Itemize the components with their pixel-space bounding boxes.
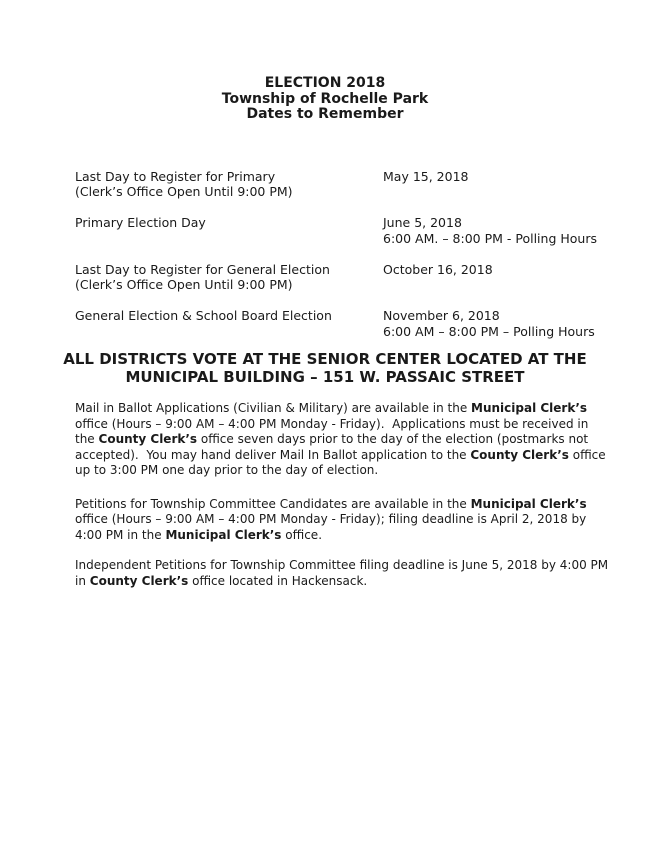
paragraph-text: 4:00 PM in the: [75, 527, 166, 542]
event-label-line: Last Day to Register for Primary: [75, 168, 276, 184]
event-date-line: October 16, 2018: [383, 261, 493, 277]
paragraph-text: Mail in Ballot Applications (Civilian & Military) are available in the: [75, 401, 472, 415]
event-label: [75, 169, 383, 200]
paragraph-line: [75, 574, 630, 590]
title-line-township: Township of Rochelle Park: [221, 90, 429, 107]
paragraph-text: office.: [281, 527, 323, 542]
schedule-row-register-primary: [75, 169, 650, 200]
voting-location-notice: [18, 350, 632, 386]
event-date: [383, 215, 597, 246]
paragraph-line: [75, 432, 630, 448]
paragraph-text: office: [568, 447, 606, 462]
event-date-line: November 6, 2018: [383, 308, 500, 323]
event-date: [383, 308, 595, 339]
body-paragraphs: [0, 401, 650, 589]
event-label-line: Primary Election Day: [75, 215, 206, 230]
paragraph-text: office (Hours – 9:00 AM – 4:00 PM Monday - Friday); filing deadline is April 2, 2018 by: [75, 512, 587, 526]
paragraph-text: Independent Petitions for Township Committee filing deadline is June 5, 2018 by 4:00 PM: [75, 558, 609, 572]
event-label: [75, 308, 383, 339]
bold-term-municipal-clerk: Municipal Clerk’s: [470, 496, 587, 511]
bold-term-municipal-clerk: Municipal Clerk’s: [165, 527, 282, 542]
event-date: [383, 169, 468, 200]
event-label: [75, 262, 383, 293]
document-title: [0, 0, 650, 123]
schedule-row-general-election: [75, 308, 650, 339]
event-label: [75, 215, 383, 246]
paragraph-text: the: [75, 432, 99, 446]
paragraph-line: [75, 448, 630, 464]
bold-term-county-clerk: County Clerk’s: [470, 447, 569, 462]
event-date-line: May 15, 2018: [383, 168, 469, 184]
paragraph-text: office seven days prior to the day of the election (postmarks not: [197, 432, 589, 446]
paragraph-line: [75, 497, 630, 513]
title-line-election: ELECTION 2018: [264, 75, 386, 91]
notice-line: ALL DISTRICTS VOTE AT THE SENIOR CENTER LOCATED AT THE: [63, 350, 587, 368]
paragraph-text: office (Hours – 9:00 AM – 4:00 PM Monday - Friday). Applications must be received in: [75, 416, 589, 431]
event-label-line: Last Day to Register for General Election: [75, 261, 330, 277]
paragraph-line: [75, 528, 630, 544]
bold-term-municipal-clerk: Municipal Clerk’s: [471, 401, 588, 415]
paragraph-line: [75, 512, 630, 528]
paragraph-line: [75, 401, 630, 417]
event-date-line: 6:00 AM – 8:00 PM – Polling Hours: [383, 323, 595, 339]
bold-term-county-clerk: County Clerk’s: [98, 432, 198, 446]
paragraph-text: accepted). You may hand deliver Mail In Ballot application to the: [75, 447, 471, 462]
schedule-table: [0, 169, 650, 340]
bold-term-county-clerk: County Clerk’s: [89, 573, 189, 588]
event-label-line: General Election & School Board Election: [75, 308, 332, 323]
paragraph-text: up to 3:00 PM one day prior to the day of election.: [75, 463, 379, 477]
notice-line: MUNICIPAL BUILDING – 151 W. PASSAIC STREET: [125, 368, 525, 386]
paragraph-line: [75, 417, 630, 433]
event-date-line: June 5, 2018: [383, 215, 462, 230]
paragraph-text: Petitions for Township Committee Candidates are available in the: [75, 496, 471, 511]
event-label-line: (Clerk’s Office Open Until 9:00 PM): [75, 184, 293, 199]
schedule-row-register-general: [75, 262, 650, 293]
schedule-row-primary-election: [75, 215, 650, 246]
event-date-line: 6:00 AM. – 8:00 PM - Polling Hours: [383, 230, 597, 246]
event-label-line: (Clerk’s Office Open Until 9:00 PM): [75, 277, 293, 292]
title-line-dates: Dates to Remember: [246, 106, 404, 122]
paragraph-text: in: [75, 573, 90, 588]
event-date: [383, 262, 493, 293]
paragraph-line: [75, 558, 630, 574]
paragraph-line: [75, 463, 630, 479]
paragraph-text: office located in Hackensack.: [188, 573, 368, 588]
